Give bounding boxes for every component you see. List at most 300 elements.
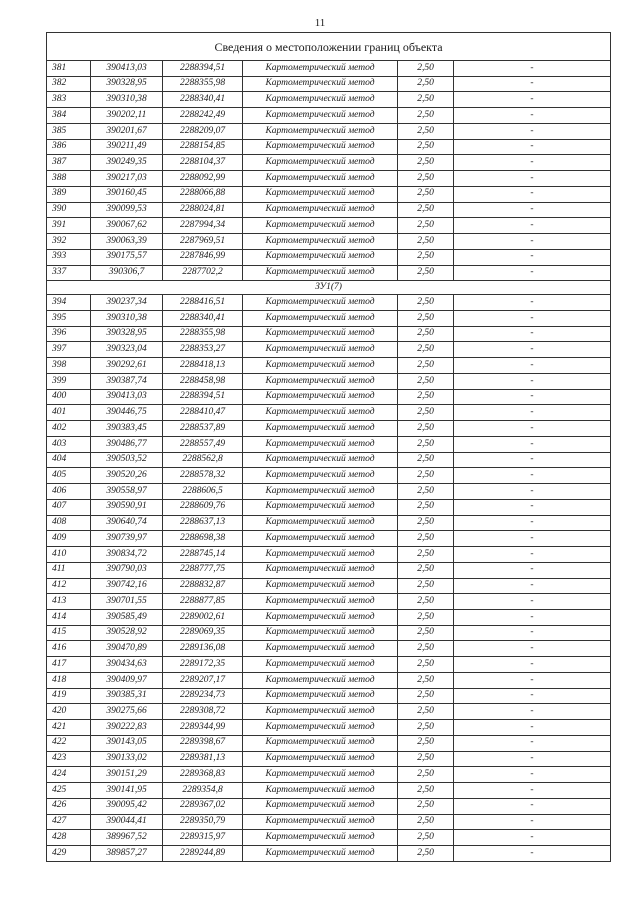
accuracy-cell: 2,50 <box>398 202 454 218</box>
accuracy-cell: 2,50 <box>398 547 454 563</box>
method-cell: Картометрический метод <box>243 798 398 814</box>
table-row <box>47 92 611 108</box>
table-row <box>47 845 611 861</box>
table-row <box>47 326 611 342</box>
accuracy-cell: 2,50 <box>398 594 454 610</box>
x-coordinate-cell: 390558,97 <box>91 484 163 500</box>
x-coordinate-cell: 390063,39 <box>91 234 163 250</box>
y-coordinate-cell: 2288209,07 <box>163 123 243 139</box>
method-cell: Картометрический метод <box>243 295 398 311</box>
table-row <box>47 499 611 515</box>
x-coordinate-cell: 390486,77 <box>91 436 163 452</box>
description-cell: - <box>454 155 611 171</box>
y-coordinate-cell: 2287846,99 <box>163 249 243 265</box>
point-number-cell: 389 <box>47 186 91 202</box>
accuracy-cell: 2,50 <box>398 641 454 657</box>
point-number-cell: 337 <box>47 265 91 281</box>
x-coordinate-cell: 390151,29 <box>91 767 163 783</box>
method-cell: Картометрический метод <box>243 61 398 77</box>
x-coordinate-cell: 390742,16 <box>91 578 163 594</box>
accuracy-cell: 2,50 <box>398 123 454 139</box>
method-cell: Картометрический метод <box>243 186 398 202</box>
method-cell: Картометрический метод <box>243 92 398 108</box>
x-coordinate-cell: 390413,03 <box>91 389 163 405</box>
description-cell: - <box>454 562 611 578</box>
table-row <box>47 234 611 250</box>
y-coordinate-cell: 2288578,32 <box>163 468 243 484</box>
section-label: ЗУ1(7) <box>47 281 611 295</box>
accuracy-cell: 2,50 <box>398 735 454 751</box>
y-coordinate-cell: 2288355,98 <box>163 76 243 92</box>
description-cell: - <box>454 704 611 720</box>
method-cell: Картометрический метод <box>243 672 398 688</box>
y-coordinate-cell: 2287994,34 <box>163 218 243 234</box>
accuracy-cell: 2,50 <box>398 798 454 814</box>
accuracy-cell: 2,50 <box>398 265 454 281</box>
accuracy-cell: 2,50 <box>398 61 454 77</box>
table-title: Сведения о местоположении границ объекта <box>47 33 611 61</box>
accuracy-cell: 2,50 <box>398 358 454 374</box>
table-row <box>47 139 611 155</box>
x-coordinate-cell: 389967,52 <box>91 830 163 846</box>
x-coordinate-cell: 390292,61 <box>91 358 163 374</box>
method-cell: Картометрический метод <box>243 155 398 171</box>
description-cell: - <box>454 436 611 452</box>
x-coordinate-cell: 390446,75 <box>91 405 163 421</box>
x-coordinate-cell: 390387,74 <box>91 373 163 389</box>
y-coordinate-cell: 2288777,75 <box>163 562 243 578</box>
x-coordinate-cell: 390328,95 <box>91 76 163 92</box>
point-number-cell: 397 <box>47 342 91 358</box>
y-coordinate-cell: 2289308,72 <box>163 704 243 720</box>
y-coordinate-cell: 2288606,5 <box>163 484 243 500</box>
x-coordinate-cell: 390067,62 <box>91 218 163 234</box>
method-cell: Картометрический метод <box>243 562 398 578</box>
x-coordinate-cell: 390701,55 <box>91 594 163 610</box>
description-cell: - <box>454 531 611 547</box>
table-row <box>47 704 611 720</box>
method-cell: Картометрический метод <box>243 767 398 783</box>
method-cell: Картометрический метод <box>243 704 398 720</box>
table-row <box>47 311 611 327</box>
x-coordinate-cell: 390739,97 <box>91 531 163 547</box>
accuracy-cell: 2,50 <box>398 311 454 327</box>
table-row <box>47 641 611 657</box>
x-coordinate-cell: 390503,52 <box>91 452 163 468</box>
method-cell: Картометрический метод <box>243 499 398 515</box>
point-number-cell: 383 <box>47 92 91 108</box>
description-cell: - <box>454 342 611 358</box>
description-cell: - <box>454 735 611 751</box>
y-coordinate-cell: 2289368,83 <box>163 767 243 783</box>
point-number-cell: 408 <box>47 515 91 531</box>
x-coordinate-cell: 390434,63 <box>91 657 163 673</box>
y-coordinate-cell: 2289172,35 <box>163 657 243 673</box>
table-row <box>47 672 611 688</box>
point-number-cell: 421 <box>47 720 91 736</box>
y-coordinate-cell: 2288637,13 <box>163 515 243 531</box>
description-cell: - <box>454 358 611 374</box>
table-row <box>47 421 611 437</box>
method-cell: Картометрический метод <box>243 783 398 799</box>
accuracy-cell: 2,50 <box>398 484 454 500</box>
point-number-cell: 402 <box>47 421 91 437</box>
y-coordinate-cell: 2289244,89 <box>163 845 243 861</box>
accuracy-cell: 2,50 <box>398 436 454 452</box>
point-number-cell: 426 <box>47 798 91 814</box>
point-number-cell: 386 <box>47 139 91 155</box>
y-coordinate-cell: 2288410,47 <box>163 405 243 421</box>
method-cell: Картометрический метод <box>243 531 398 547</box>
accuracy-cell: 2,50 <box>398 688 454 704</box>
point-number-cell: 384 <box>47 108 91 124</box>
method-cell: Картометрический метод <box>243 625 398 641</box>
point-number-cell: 393 <box>47 249 91 265</box>
description-cell: - <box>454 594 611 610</box>
accuracy-cell: 2,50 <box>398 218 454 234</box>
table-row <box>47 389 611 405</box>
accuracy-cell: 2,50 <box>398 186 454 202</box>
accuracy-cell: 2,50 <box>398 468 454 484</box>
table-row <box>47 484 611 500</box>
table-header-row <box>47 33 611 61</box>
y-coordinate-cell: 2289207,17 <box>163 672 243 688</box>
description-cell: - <box>454 295 611 311</box>
point-number-cell: 424 <box>47 767 91 783</box>
description-cell: - <box>454 720 611 736</box>
table-row <box>47 515 611 531</box>
accuracy-cell: 2,50 <box>398 389 454 405</box>
description-cell: - <box>454 609 611 625</box>
y-coordinate-cell: 2288394,51 <box>163 389 243 405</box>
y-coordinate-cell: 2288877,85 <box>163 594 243 610</box>
y-coordinate-cell: 2289136,08 <box>163 641 243 657</box>
description-cell: - <box>454 202 611 218</box>
y-coordinate-cell: 2288340,41 <box>163 311 243 327</box>
description-cell: - <box>454 783 611 799</box>
method-cell: Картометрический метод <box>243 139 398 155</box>
table-row <box>47 265 611 281</box>
point-number-cell: 422 <box>47 735 91 751</box>
x-coordinate-cell: 390143,05 <box>91 735 163 751</box>
method-cell: Картометрический метод <box>243 326 398 342</box>
x-coordinate-cell: 390834,72 <box>91 547 163 563</box>
y-coordinate-cell: 2288353,27 <box>163 342 243 358</box>
description-cell: - <box>454 123 611 139</box>
x-coordinate-cell: 390133,02 <box>91 751 163 767</box>
point-number-cell: 413 <box>47 594 91 610</box>
description-cell: - <box>454 405 611 421</box>
table-row <box>47 531 611 547</box>
point-number-cell: 414 <box>47 609 91 625</box>
y-coordinate-cell: 2288394,51 <box>163 61 243 77</box>
table-row <box>47 373 611 389</box>
method-cell: Картометрический метод <box>243 405 398 421</box>
method-cell: Картометрический метод <box>243 123 398 139</box>
y-coordinate-cell: 2289002,61 <box>163 609 243 625</box>
method-cell: Картометрический метод <box>243 751 398 767</box>
table-row <box>47 202 611 218</box>
accuracy-cell: 2,50 <box>398 562 454 578</box>
table-row <box>47 609 611 625</box>
point-number-cell: 392 <box>47 234 91 250</box>
point-number-cell: 385 <box>47 123 91 139</box>
point-number-cell: 404 <box>47 452 91 468</box>
table-row <box>47 61 611 77</box>
method-cell: Картометрический метод <box>243 234 398 250</box>
y-coordinate-cell: 2288092,99 <box>163 171 243 187</box>
x-coordinate-cell: 390323,04 <box>91 342 163 358</box>
description-cell: - <box>454 249 611 265</box>
method-cell: Картометрический метод <box>243 468 398 484</box>
description-cell: - <box>454 452 611 468</box>
accuracy-cell: 2,50 <box>398 108 454 124</box>
method-cell: Картометрический метод <box>243 311 398 327</box>
method-cell: Картометрический метод <box>243 735 398 751</box>
y-coordinate-cell: 2288537,89 <box>163 421 243 437</box>
x-coordinate-cell: 390328,95 <box>91 326 163 342</box>
table-row <box>47 108 611 124</box>
x-coordinate-cell: 390044,41 <box>91 814 163 830</box>
x-coordinate-cell: 390202,11 <box>91 108 163 124</box>
table-row <box>47 798 611 814</box>
accuracy-cell: 2,50 <box>398 171 454 187</box>
table-row <box>47 814 611 830</box>
y-coordinate-cell: 2288340,41 <box>163 92 243 108</box>
accuracy-cell: 2,50 <box>398 578 454 594</box>
description-cell: - <box>454 108 611 124</box>
method-cell: Картометрический метод <box>243 657 398 673</box>
table-row <box>47 594 611 610</box>
x-coordinate-cell: 390790,03 <box>91 562 163 578</box>
table-row <box>47 186 611 202</box>
y-coordinate-cell: 2289069,35 <box>163 625 243 641</box>
point-number-cell: 395 <box>47 311 91 327</box>
table-row <box>47 249 611 265</box>
description-cell: - <box>454 814 611 830</box>
y-coordinate-cell: 2289234,73 <box>163 688 243 704</box>
table-row <box>47 218 611 234</box>
description-cell: - <box>454 484 611 500</box>
point-number-cell: 423 <box>47 751 91 767</box>
table-row <box>47 405 611 421</box>
x-coordinate-cell: 390237,34 <box>91 295 163 311</box>
x-coordinate-cell: 390275,66 <box>91 704 163 720</box>
table-row <box>47 625 611 641</box>
method-cell: Картометрический метод <box>243 594 398 610</box>
method-cell: Картометрический метод <box>243 515 398 531</box>
method-cell: Картометрический метод <box>243 249 398 265</box>
accuracy-cell: 2,50 <box>398 421 454 437</box>
point-number-cell: 391 <box>47 218 91 234</box>
point-number-cell: 416 <box>47 641 91 657</box>
description-cell: - <box>454 641 611 657</box>
y-coordinate-cell: 2288562,8 <box>163 452 243 468</box>
x-coordinate-cell: 390383,45 <box>91 421 163 437</box>
accuracy-cell: 2,50 <box>398 499 454 515</box>
point-number-cell: 390 <box>47 202 91 218</box>
method-cell: Картометрический метод <box>243 830 398 846</box>
point-number-cell: 398 <box>47 358 91 374</box>
accuracy-cell: 2,50 <box>398 783 454 799</box>
method-cell: Картометрический метод <box>243 484 398 500</box>
description-cell: - <box>454 468 611 484</box>
table-row <box>47 783 611 799</box>
description-cell: - <box>454 92 611 108</box>
table-row <box>47 295 611 311</box>
x-coordinate-cell: 390310,38 <box>91 311 163 327</box>
accuracy-cell: 2,50 <box>398 672 454 688</box>
point-number-cell: 382 <box>47 76 91 92</box>
method-cell: Картометрический метод <box>243 845 398 861</box>
x-coordinate-cell: 390470,89 <box>91 641 163 657</box>
point-number-cell: 415 <box>47 625 91 641</box>
boundary-table <box>46 32 611 862</box>
method-cell: Картометрический метод <box>243 218 398 234</box>
description-cell: - <box>454 830 611 846</box>
description-cell: - <box>454 499 611 515</box>
method-cell: Картометрический метод <box>243 641 398 657</box>
description-cell: - <box>454 61 611 77</box>
y-coordinate-cell: 2287969,51 <box>163 234 243 250</box>
x-coordinate-cell: 390520,26 <box>91 468 163 484</box>
point-number-cell: 410 <box>47 547 91 563</box>
point-number-cell: 399 <box>47 373 91 389</box>
method-cell: Картометрический метод <box>243 421 398 437</box>
point-number-cell: 400 <box>47 389 91 405</box>
point-number-cell: 427 <box>47 814 91 830</box>
section-row <box>47 281 611 295</box>
x-coordinate-cell: 390249,35 <box>91 155 163 171</box>
y-coordinate-cell: 2288104,37 <box>163 155 243 171</box>
table-row <box>47 720 611 736</box>
method-cell: Картометрический метод <box>243 547 398 563</box>
table-row <box>47 342 611 358</box>
method-cell: Картометрический метод <box>243 609 398 625</box>
accuracy-cell: 2,50 <box>398 92 454 108</box>
x-coordinate-cell: 390590,91 <box>91 499 163 515</box>
accuracy-cell: 2,50 <box>398 249 454 265</box>
y-coordinate-cell: 2288355,98 <box>163 326 243 342</box>
method-cell: Картометрический метод <box>243 452 398 468</box>
table-row <box>47 688 611 704</box>
y-coordinate-cell: 2288458,98 <box>163 373 243 389</box>
point-number-cell: 425 <box>47 783 91 799</box>
y-coordinate-cell: 2288698,38 <box>163 531 243 547</box>
table-row <box>47 171 611 187</box>
table-row <box>47 436 611 452</box>
method-cell: Картометрический метод <box>243 373 398 389</box>
table-row <box>47 358 611 374</box>
method-cell: Картометрический метод <box>243 436 398 452</box>
method-cell: Картометрический метод <box>243 342 398 358</box>
x-coordinate-cell: 390217,03 <box>91 171 163 187</box>
description-cell: - <box>454 625 611 641</box>
description-cell: - <box>454 515 611 531</box>
accuracy-cell: 2,50 <box>398 326 454 342</box>
x-coordinate-cell: 390211,49 <box>91 139 163 155</box>
description-cell: - <box>454 767 611 783</box>
accuracy-cell: 2,50 <box>398 155 454 171</box>
point-number-cell: 387 <box>47 155 91 171</box>
x-coordinate-cell: 390528,92 <box>91 625 163 641</box>
description-cell: - <box>454 218 611 234</box>
y-coordinate-cell: 2289344,99 <box>163 720 243 736</box>
y-coordinate-cell: 2288416,51 <box>163 295 243 311</box>
point-number-cell: 417 <box>47 657 91 673</box>
description-cell: - <box>454 186 611 202</box>
point-number-cell: 407 <box>47 499 91 515</box>
method-cell: Картометрический метод <box>243 389 398 405</box>
description-cell: - <box>454 234 611 250</box>
x-coordinate-cell: 390201,67 <box>91 123 163 139</box>
method-cell: Картометрический метод <box>243 108 398 124</box>
point-number-cell: 405 <box>47 468 91 484</box>
accuracy-cell: 2,50 <box>398 342 454 358</box>
y-coordinate-cell: 2289381,13 <box>163 751 243 767</box>
description-cell: - <box>454 326 611 342</box>
accuracy-cell: 2,50 <box>398 452 454 468</box>
table-row <box>47 735 611 751</box>
description-cell: - <box>454 688 611 704</box>
x-coordinate-cell: 390413,03 <box>91 61 163 77</box>
point-number-cell: 429 <box>47 845 91 861</box>
table-row <box>47 751 611 767</box>
accuracy-cell: 2,50 <box>398 234 454 250</box>
accuracy-cell: 2,50 <box>398 814 454 830</box>
accuracy-cell: 2,50 <box>398 76 454 92</box>
x-coordinate-cell: 390585,49 <box>91 609 163 625</box>
description-cell: - <box>454 265 611 281</box>
description-cell: - <box>454 421 611 437</box>
description-cell: - <box>454 657 611 673</box>
point-number-cell: 381 <box>47 61 91 77</box>
point-number-cell: 403 <box>47 436 91 452</box>
description-cell: - <box>454 547 611 563</box>
point-number-cell: 412 <box>47 578 91 594</box>
accuracy-cell: 2,50 <box>398 625 454 641</box>
method-cell: Картометрический метод <box>243 202 398 218</box>
point-number-cell: 401 <box>47 405 91 421</box>
table-row <box>47 562 611 578</box>
y-coordinate-cell: 2288557,49 <box>163 436 243 452</box>
table-row <box>47 547 611 563</box>
point-number-cell: 428 <box>47 830 91 846</box>
accuracy-cell: 2,50 <box>398 720 454 736</box>
x-coordinate-cell: 390099,53 <box>91 202 163 218</box>
y-coordinate-cell: 2289367,02 <box>163 798 243 814</box>
table-row <box>47 578 611 594</box>
description-cell: - <box>454 311 611 327</box>
point-number-cell: 419 <box>47 688 91 704</box>
description-cell: - <box>454 798 611 814</box>
table-row <box>47 657 611 673</box>
accuracy-cell: 2,50 <box>398 609 454 625</box>
method-cell: Картометрический метод <box>243 720 398 736</box>
description-cell: - <box>454 578 611 594</box>
x-coordinate-cell: 390160,45 <box>91 186 163 202</box>
table-row <box>47 123 611 139</box>
y-coordinate-cell: 2289315,97 <box>163 830 243 846</box>
point-number-cell: 396 <box>47 326 91 342</box>
accuracy-cell: 2,50 <box>398 531 454 547</box>
description-cell: - <box>454 751 611 767</box>
accuracy-cell: 2,50 <box>398 767 454 783</box>
method-cell: Картометрический метод <box>243 814 398 830</box>
accuracy-cell: 2,50 <box>398 139 454 155</box>
y-coordinate-cell: 2289398,67 <box>163 735 243 751</box>
accuracy-cell: 2,50 <box>398 830 454 846</box>
